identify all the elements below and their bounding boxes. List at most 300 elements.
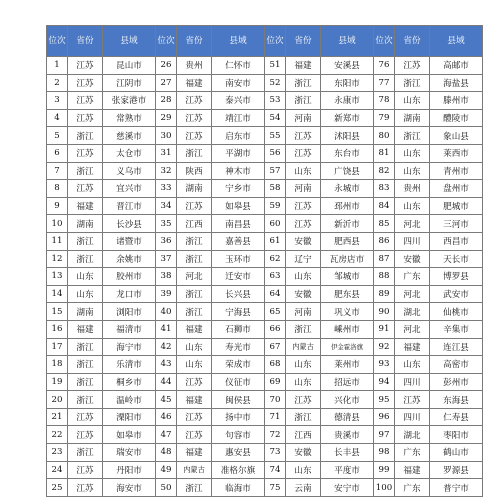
cell-rank: 39 <box>156 285 177 303</box>
cell-rank: 95 <box>374 391 395 409</box>
cell-county: 靖江市 <box>212 109 265 127</box>
cell-rank: 99 <box>374 461 395 479</box>
cell-province: 河南 <box>286 180 321 198</box>
cell-province: 山东 <box>286 162 321 180</box>
cell-county: 枣阳市 <box>430 426 483 444</box>
cell-county: 闽侯县 <box>212 391 265 409</box>
cell-county: 溧阳市 <box>103 408 156 426</box>
cell-province: 湖北 <box>395 426 430 444</box>
cell-province: 江苏 <box>68 57 103 75</box>
cell-rank: 97 <box>374 426 395 444</box>
cell-county: 广饶县 <box>321 162 374 180</box>
cell-county: 诸暨市 <box>103 232 156 250</box>
cell-county: 临海市 <box>212 479 265 497</box>
table-row <box>47 250 483 268</box>
cell-province: 浙江 <box>286 320 321 338</box>
cell-province: 四川 <box>395 373 430 391</box>
cell-province: 福建 <box>177 74 212 92</box>
table-row <box>47 285 483 303</box>
cell-county: 寿光市 <box>212 338 265 356</box>
cell-province: 浙江 <box>395 127 430 145</box>
cell-county: 宁海县 <box>212 303 265 321</box>
cell-county: 如皋市 <box>103 426 156 444</box>
cell-county: 扬中市 <box>212 408 265 426</box>
cell-province: 江苏 <box>177 408 212 426</box>
cell-rank: 71 <box>265 408 286 426</box>
cell-rank: 92 <box>374 338 395 356</box>
cell-province: 浙江 <box>286 74 321 92</box>
cell-rank: 27 <box>156 74 177 92</box>
cell-county: 玉环市 <box>212 250 265 268</box>
cell-rank: 61 <box>265 232 286 250</box>
cell-county: 神木市 <box>212 162 265 180</box>
cell-rank: 30 <box>156 127 177 145</box>
cell-county: 滕州市 <box>430 92 483 110</box>
cell-rank: 87 <box>374 250 395 268</box>
cell-rank: 84 <box>374 197 395 215</box>
cell-rank: 33 <box>156 180 177 198</box>
cell-rank: 52 <box>265 74 286 92</box>
cell-province: 江苏 <box>286 391 321 409</box>
table-row <box>47 232 483 250</box>
cell-province: 浙江 <box>68 127 103 145</box>
cell-county: 肥东县 <box>321 285 374 303</box>
cell-province: 浙江 <box>68 250 103 268</box>
cell-rank: 12 <box>47 250 68 268</box>
cell-county: 肥城市 <box>430 197 483 215</box>
cell-county: 仁怀市 <box>212 57 265 75</box>
cell-rank: 54 <box>265 109 286 127</box>
cell-county: 醴陵市 <box>430 109 483 127</box>
cell-county: 桐乡市 <box>103 373 156 391</box>
cell-province: 湖北 <box>395 303 430 321</box>
cell-county: 东海县 <box>430 391 483 409</box>
header-rank: 位次 <box>374 26 395 57</box>
cell-province: 江苏 <box>286 215 321 233</box>
cell-rank: 11 <box>47 232 68 250</box>
cell-province: 浙江 <box>68 338 103 356</box>
cell-province: 湖南 <box>68 215 103 233</box>
header-county: 县域 <box>321 26 374 57</box>
cell-rank: 83 <box>374 180 395 198</box>
cell-rank: 7 <box>47 162 68 180</box>
cell-rank: 1 <box>47 57 68 75</box>
cell-rank: 41 <box>156 320 177 338</box>
cell-rank: 73 <box>265 444 286 462</box>
cell-province: 云南 <box>286 479 321 497</box>
cell-province: 浙江 <box>68 162 103 180</box>
cell-county: 西昌市 <box>430 232 483 250</box>
cell-province: 浙江 <box>68 232 103 250</box>
cell-county: 瓦房店市 <box>321 250 374 268</box>
cell-county: 仙桃市 <box>430 303 483 321</box>
cell-province: 江苏 <box>395 391 430 409</box>
cell-rank: 44 <box>156 373 177 391</box>
cell-province: 山东 <box>286 268 321 286</box>
cell-rank: 88 <box>374 268 395 286</box>
cell-county: 龙口市 <box>103 285 156 303</box>
cell-county: 荣成市 <box>212 356 265 374</box>
cell-province: 陕西 <box>177 162 212 180</box>
cell-county: 江阴市 <box>103 74 156 92</box>
header-row <box>47 26 483 57</box>
cell-county: 仪征市 <box>212 373 265 391</box>
cell-county: 贵溪市 <box>321 426 374 444</box>
cell-rank: 77 <box>374 74 395 92</box>
cell-rank: 59 <box>265 197 286 215</box>
cell-county: 晋江市 <box>103 197 156 215</box>
cell-county: 石狮市 <box>212 320 265 338</box>
cell-province: 江苏 <box>177 127 212 145</box>
cell-county: 海盐县 <box>430 74 483 92</box>
cell-rank: 58 <box>265 180 286 198</box>
cell-province: 山东 <box>286 373 321 391</box>
table-row <box>47 408 483 426</box>
cell-province: 湖南 <box>395 109 430 127</box>
cell-rank: 40 <box>156 303 177 321</box>
cell-province: 江西 <box>177 215 212 233</box>
cell-rank: 32 <box>156 162 177 180</box>
cell-rank: 19 <box>47 373 68 391</box>
cell-province: 浙江 <box>177 285 212 303</box>
cell-province: 山东 <box>177 338 212 356</box>
cell-county: 盘州市 <box>430 180 483 198</box>
table-row <box>47 57 483 75</box>
cell-county: 新沂市 <box>321 215 374 233</box>
cell-province: 江苏 <box>177 426 212 444</box>
cell-province: 辽宁 <box>286 250 321 268</box>
cell-county: 如皋县 <box>212 197 265 215</box>
cell-province: 河北 <box>395 320 430 338</box>
cell-province: 安徽 <box>286 285 321 303</box>
cell-county: 浏阳市 <box>103 303 156 321</box>
cell-rank: 64 <box>265 285 286 303</box>
table-row <box>47 74 483 92</box>
cell-county: 海宁市 <box>103 338 156 356</box>
cell-county: 巩义市 <box>321 303 374 321</box>
cell-county: 东台市 <box>321 144 374 162</box>
cell-county: 嘉善县 <box>212 232 265 250</box>
cell-county: 罗源县 <box>430 461 483 479</box>
cell-county: 彭州市 <box>430 373 483 391</box>
table-row <box>47 426 483 444</box>
cell-rank: 80 <box>374 127 395 145</box>
cell-rank: 57 <box>265 162 286 180</box>
cell-province: 广东 <box>395 444 430 462</box>
cell-rank: 16 <box>47 320 68 338</box>
cell-county: 新郑市 <box>321 109 374 127</box>
cell-province: 浙江 <box>68 373 103 391</box>
cell-county: 安宁市 <box>321 479 374 497</box>
header-province: 省份 <box>177 26 212 57</box>
cell-county: 胶州市 <box>103 268 156 286</box>
table-row <box>47 338 483 356</box>
cell-county: 天长市 <box>430 250 483 268</box>
cell-province: 山东 <box>177 356 212 374</box>
cell-province: 浙江 <box>177 232 212 250</box>
table-row <box>47 479 483 497</box>
cell-rank: 98 <box>374 444 395 462</box>
cell-rank: 13 <box>47 268 68 286</box>
cell-province: 山东 <box>395 197 430 215</box>
cell-county: 邹城市 <box>321 268 374 286</box>
cell-province: 江苏 <box>68 479 103 497</box>
table-header <box>47 26 483 57</box>
cell-county: 常熟市 <box>103 109 156 127</box>
cell-province: 山东 <box>395 144 430 162</box>
cell-rank: 85 <box>374 215 395 233</box>
cell-county: 宜兴市 <box>103 180 156 198</box>
cell-rank: 65 <box>265 303 286 321</box>
cell-county: 南安市 <box>212 74 265 92</box>
cell-rank: 53 <box>265 92 286 110</box>
cell-county: 嵊州市 <box>321 320 374 338</box>
cell-rank: 56 <box>265 144 286 162</box>
cell-province: 安徽 <box>395 250 430 268</box>
cell-rank: 74 <box>265 461 286 479</box>
cell-county: 沭阳县 <box>321 127 374 145</box>
cell-rank: 55 <box>265 127 286 145</box>
table-row <box>47 180 483 198</box>
cell-province: 江苏 <box>177 92 212 110</box>
cell-county: 仁寿县 <box>430 408 483 426</box>
cell-province: 河北 <box>395 285 430 303</box>
cell-province: 山东 <box>395 162 430 180</box>
table-row <box>47 144 483 162</box>
table-row <box>47 268 483 286</box>
cell-county: 福清市 <box>103 320 156 338</box>
cell-rank: 29 <box>156 109 177 127</box>
cell-rank: 81 <box>374 144 395 162</box>
cell-county: 莱州市 <box>321 356 374 374</box>
cell-rank: 25 <box>47 479 68 497</box>
cell-rank: 90 <box>374 303 395 321</box>
cell-rank: 72 <box>265 426 286 444</box>
cell-county: 鹤山市 <box>430 444 483 462</box>
cell-rank: 35 <box>156 215 177 233</box>
header-rank: 位次 <box>265 26 286 57</box>
cell-county: 长丰县 <box>321 444 374 462</box>
cell-county: 高邮市 <box>430 57 483 75</box>
cell-county: 乐清市 <box>103 356 156 374</box>
cell-province: 江苏 <box>68 74 103 92</box>
cell-rank: 62 <box>265 250 286 268</box>
cell-province: 贵州 <box>177 57 212 75</box>
cell-province: 江西 <box>286 426 321 444</box>
table-row <box>47 215 483 233</box>
cell-county: 长沙县 <box>103 215 156 233</box>
cell-rank: 70 <box>265 391 286 409</box>
cell-province: 江苏 <box>68 408 103 426</box>
header-county: 县域 <box>103 26 156 57</box>
header-county: 县域 <box>430 26 483 57</box>
cell-rank: 36 <box>156 232 177 250</box>
table-row <box>47 461 483 479</box>
cell-rank: 82 <box>374 162 395 180</box>
cell-province: 广东 <box>395 268 430 286</box>
cell-rank: 4 <box>47 109 68 127</box>
cell-rank: 18 <box>47 356 68 374</box>
cell-county: 德清县 <box>321 408 374 426</box>
cell-rank: 75 <box>265 479 286 497</box>
cell-rank: 10 <box>47 215 68 233</box>
cell-county: 三河市 <box>430 215 483 233</box>
cell-rank: 43 <box>156 356 177 374</box>
cell-rank: 24 <box>47 461 68 479</box>
cell-province: 江苏 <box>68 461 103 479</box>
cell-province: 福建 <box>286 57 321 75</box>
cell-rank: 68 <box>265 356 286 374</box>
cell-province: 安徽 <box>286 444 321 462</box>
header-rank: 位次 <box>156 26 177 57</box>
cell-county: 永康市 <box>321 92 374 110</box>
table-row <box>47 444 483 462</box>
cell-province: 湖南 <box>68 303 103 321</box>
cell-county: 博罗县 <box>430 268 483 286</box>
cell-province: 浙江 <box>68 444 103 462</box>
county-ranking-table <box>46 25 483 497</box>
cell-rank: 9 <box>47 197 68 215</box>
cell-rank: 67 <box>265 338 286 356</box>
cell-province: 山东 <box>395 92 430 110</box>
cell-rank: 100 <box>374 479 395 497</box>
cell-county: 辛集市 <box>430 320 483 338</box>
cell-county: 太仓市 <box>103 144 156 162</box>
cell-province: 江苏 <box>177 373 212 391</box>
cell-county: 南昌县 <box>212 215 265 233</box>
cell-province: 浙江 <box>286 408 321 426</box>
cell-county: 高密市 <box>430 356 483 374</box>
header-province: 省份 <box>395 26 430 57</box>
cell-county: 邳州市 <box>321 197 374 215</box>
cell-rank: 37 <box>156 250 177 268</box>
cell-county: 瑞安市 <box>103 444 156 462</box>
cell-province: 江苏 <box>286 127 321 145</box>
cell-rank: 89 <box>374 285 395 303</box>
cell-county: 青州市 <box>430 162 483 180</box>
cell-province: 河南 <box>286 303 321 321</box>
cell-province: 浙江 <box>177 303 212 321</box>
cell-county: 句容市 <box>212 426 265 444</box>
cell-province: 内蒙古 <box>286 338 321 356</box>
cell-province: 四川 <box>395 232 430 250</box>
cell-rank: 3 <box>47 92 68 110</box>
table-row <box>47 92 483 110</box>
table-row <box>47 109 483 127</box>
cell-rank: 69 <box>265 373 286 391</box>
cell-county: 准格尔旗 <box>212 461 265 479</box>
cell-rank: 15 <box>47 303 68 321</box>
cell-province: 福建 <box>68 197 103 215</box>
cell-province: 江苏 <box>177 197 212 215</box>
cell-county: 温岭市 <box>103 391 156 409</box>
cell-province: 河南 <box>286 109 321 127</box>
cell-county: 永城市 <box>321 180 374 198</box>
header-rank: 位次 <box>47 26 68 57</box>
cell-county: 肥西县 <box>321 232 374 250</box>
cell-province: 福建 <box>177 391 212 409</box>
cell-county: 安溪县 <box>321 57 374 75</box>
cell-county: 伊金霍洛旗 <box>321 338 374 356</box>
cell-county: 武安市 <box>430 285 483 303</box>
cell-rank: 2 <box>47 74 68 92</box>
cell-rank: 48 <box>156 444 177 462</box>
cell-county: 莱西市 <box>430 144 483 162</box>
cell-county: 平湖市 <box>212 144 265 162</box>
cell-rank: 78 <box>374 92 395 110</box>
cell-rank: 45 <box>156 391 177 409</box>
cell-county: 平度市 <box>321 461 374 479</box>
table-row <box>47 373 483 391</box>
cell-rank: 42 <box>156 338 177 356</box>
cell-county: 惠安县 <box>212 444 265 462</box>
cell-province: 江苏 <box>286 144 321 162</box>
cell-rank: 22 <box>47 426 68 444</box>
table-row <box>47 127 483 145</box>
cell-province: 广东 <box>395 479 430 497</box>
cell-county: 普宁市 <box>430 479 483 497</box>
cell-rank: 63 <box>265 268 286 286</box>
cell-rank: 28 <box>156 92 177 110</box>
cell-rank: 8 <box>47 180 68 198</box>
cell-rank: 96 <box>374 408 395 426</box>
cell-county: 招远市 <box>321 373 374 391</box>
cell-province: 安徽 <box>286 232 321 250</box>
cell-county: 东阳市 <box>321 74 374 92</box>
cell-province: 湖南 <box>177 180 212 198</box>
cell-province: 福建 <box>177 444 212 462</box>
cell-rank: 91 <box>374 320 395 338</box>
cell-province: 江苏 <box>68 144 103 162</box>
cell-rank: 17 <box>47 338 68 356</box>
cell-province: 江苏 <box>68 180 103 198</box>
table-row <box>47 391 483 409</box>
cell-rank: 60 <box>265 215 286 233</box>
cell-rank: 86 <box>374 232 395 250</box>
cell-province: 浙江 <box>68 391 103 409</box>
cell-county: 连江县 <box>430 338 483 356</box>
cell-county: 长兴县 <box>212 285 265 303</box>
cell-province: 江苏 <box>68 426 103 444</box>
header-province: 省份 <box>68 26 103 57</box>
cell-rank: 34 <box>156 197 177 215</box>
cell-province: 贵州 <box>395 180 430 198</box>
cell-county: 迁安市 <box>212 268 265 286</box>
cell-province: 四川 <box>395 408 430 426</box>
cell-county: 义乌市 <box>103 162 156 180</box>
cell-county: 昆山市 <box>103 57 156 75</box>
cell-province: 江苏 <box>286 197 321 215</box>
table-row <box>47 197 483 215</box>
cell-rank: 46 <box>156 408 177 426</box>
cell-rank: 38 <box>156 268 177 286</box>
cell-rank: 5 <box>47 127 68 145</box>
cell-province: 山东 <box>68 268 103 286</box>
cell-rank: 79 <box>374 109 395 127</box>
cell-province: 江苏 <box>395 57 430 75</box>
table-row <box>47 320 483 338</box>
cell-county: 慈溪市 <box>103 127 156 145</box>
table-body <box>47 57 483 497</box>
cell-rank: 51 <box>265 57 286 75</box>
table-row <box>47 162 483 180</box>
cell-province: 浙江 <box>395 74 430 92</box>
cell-province: 浙江 <box>177 250 212 268</box>
cell-province: 内蒙古 <box>177 461 212 479</box>
cell-county: 兴化市 <box>321 391 374 409</box>
cell-province: 浙江 <box>68 356 103 374</box>
cell-rank: 50 <box>156 479 177 497</box>
